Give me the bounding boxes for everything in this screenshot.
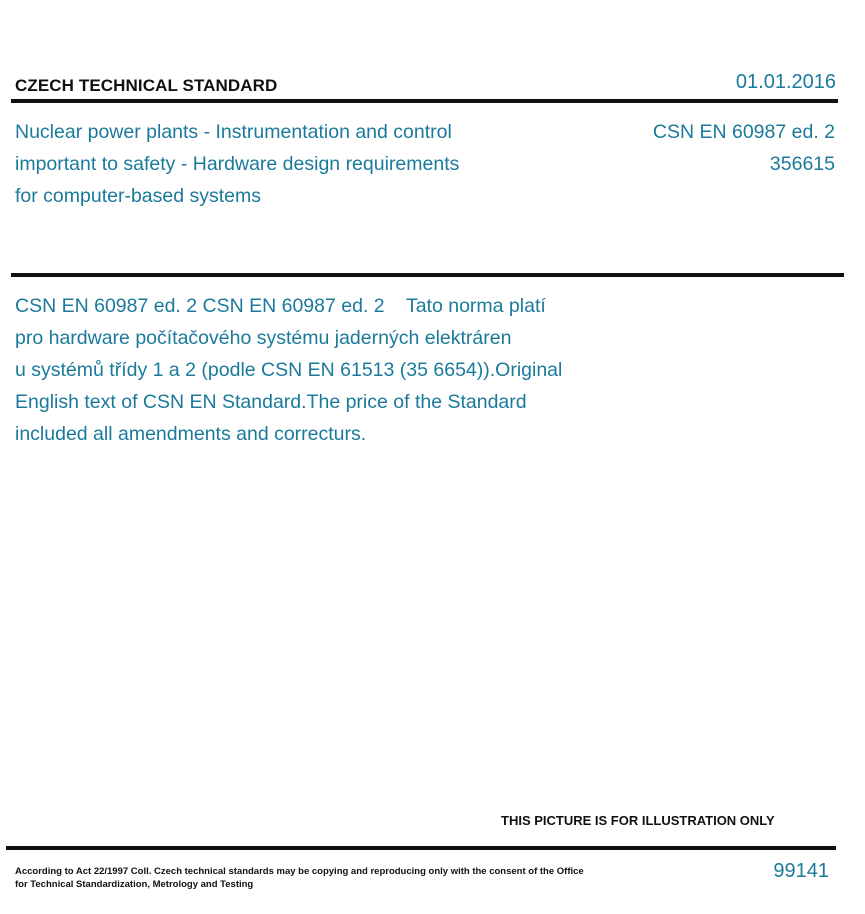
description-line: u systémů třídy 1 a 2 (podle CSN EN 61513 (35 6654)).Original bbox=[15, 359, 563, 381]
standard-description bbox=[15, 290, 655, 450]
illustration-disclaimer: THIS PICTURE IS FOR ILLUSTRATION ONLY bbox=[501, 813, 775, 828]
publication-date: 01.01.2016 bbox=[735, 71, 836, 93]
standard-title-line: important to safety - Hardware design requirements bbox=[15, 153, 460, 175]
copyright-notice-line: for Technical Standardization, Metrology and Testing bbox=[15, 879, 254, 890]
title-divider bbox=[11, 273, 844, 277]
description-line: included all amendments and correcturs. bbox=[15, 423, 367, 445]
description-line: CSN EN 60987 ed. 2 CSN EN 60987 ed. 2 Tato norma platí bbox=[15, 295, 546, 317]
description-line: English text of CSN EN Standard.The price of the Standard bbox=[15, 391, 527, 413]
header-divider bbox=[11, 99, 838, 103]
standard-number: 356615 bbox=[769, 153, 835, 175]
footer-divider bbox=[6, 846, 836, 850]
standard-code: CSN EN 60987 ed. 2 bbox=[652, 121, 835, 143]
standard-title-line: Nuclear power plants - Instrumentation and control bbox=[15, 121, 452, 143]
standard-title-line: for computer-based systems bbox=[15, 185, 262, 207]
copyright-notice-line: According to Act 22/1997 Coll. Czech technical standards may be copying and reproducing only with the consent of the Office bbox=[15, 866, 584, 877]
description-line: pro hardware počítačového systému jaderných elektráren bbox=[15, 327, 512, 349]
standard-title bbox=[15, 116, 535, 212]
catalog-number: 99141 bbox=[773, 860, 829, 882]
document-header-title: CZECH TECHNICAL STANDARD bbox=[15, 76, 278, 95]
standard-identifiers bbox=[653, 116, 835, 180]
copyright-notice bbox=[15, 865, 615, 891]
